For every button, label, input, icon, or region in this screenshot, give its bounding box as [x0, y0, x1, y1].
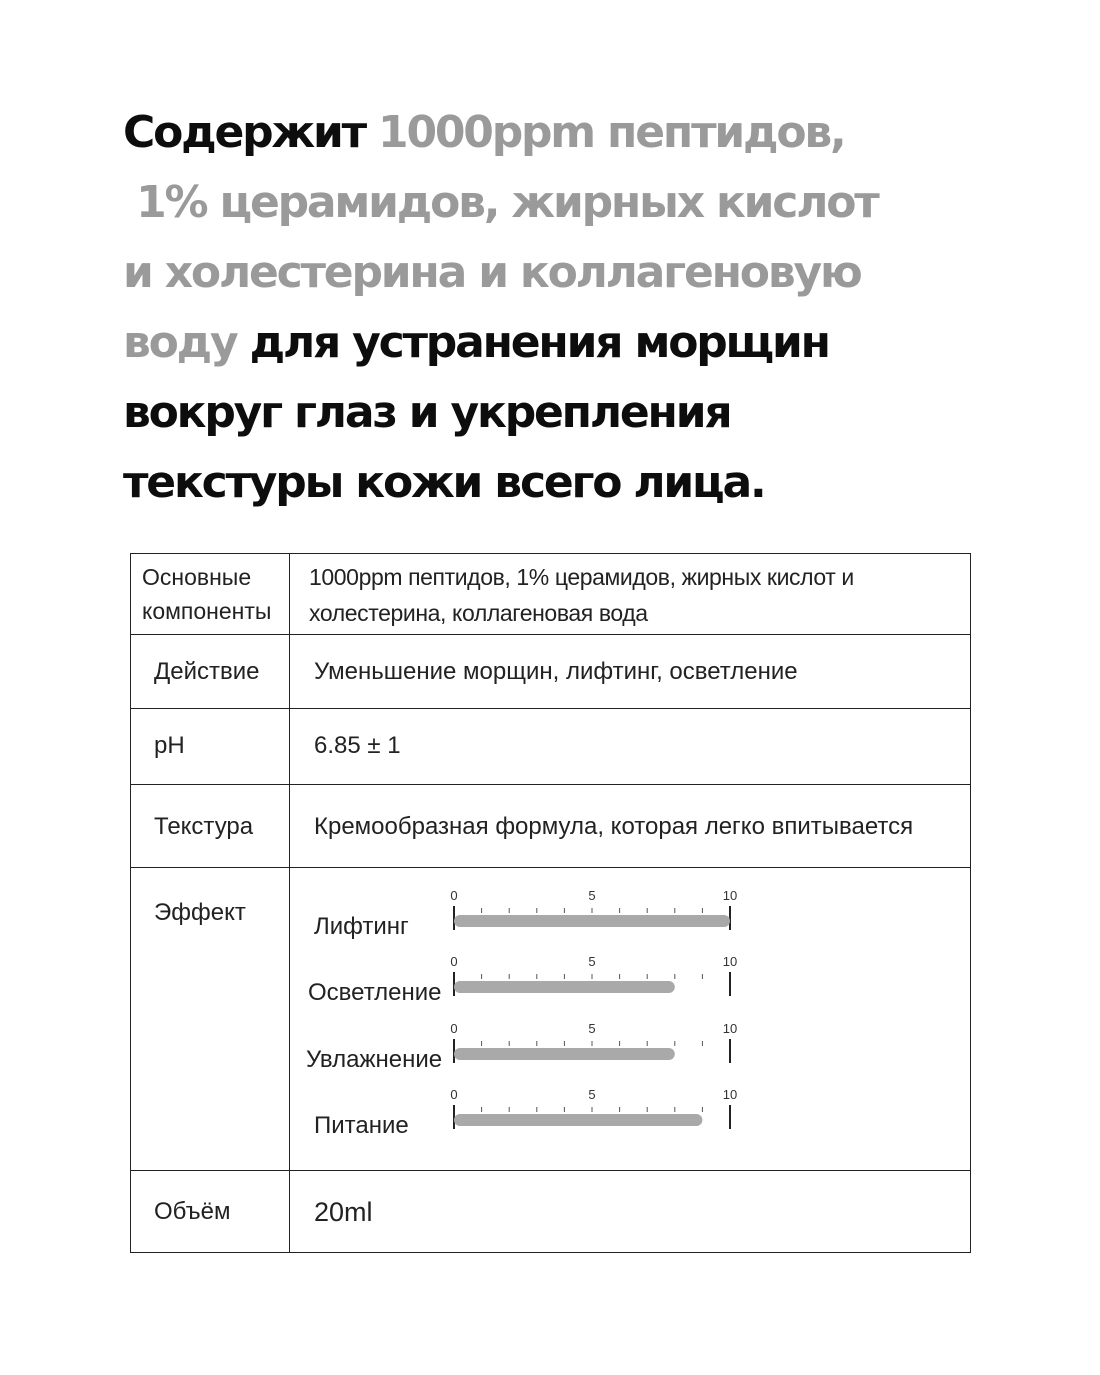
effect-level-bar	[454, 1114, 702, 1126]
effect-scale	[440, 948, 740, 1018]
headline	[123, 98, 1023, 518]
table-row-texture	[131, 785, 971, 868]
effect-scale-row	[290, 1081, 970, 1141]
headline-line	[123, 168, 1023, 238]
effect-scale	[440, 1081, 740, 1151]
effect-name: Увлажнение	[306, 1046, 443, 1073]
scale-tick-label: 10	[722, 1087, 738, 1102]
table-row-effect	[131, 868, 971, 1171]
texture-label: Текстура	[154, 813, 254, 840]
table-row-components	[131, 554, 971, 635]
table-row-ph	[131, 709, 971, 785]
components-label-line-2: компоненты	[142, 598, 272, 624]
headline-segment: Содержит	[123, 107, 379, 158]
components-value	[290, 554, 970, 634]
components-label-cell	[131, 554, 290, 635]
texture-value: Кремообразная формула, которая легко впитывается	[314, 813, 914, 840]
scale-tick-label: 10	[722, 1021, 738, 1036]
effect-label: Эффект	[154, 899, 246, 926]
headline-line	[123, 448, 1023, 518]
scale-tick-label: 0	[450, 1021, 458, 1036]
headline-segment: воду	[123, 317, 250, 368]
scale-tick-label: 5	[588, 888, 596, 903]
ph-label: pH	[154, 732, 185, 759]
scale-tick-label: 0	[450, 1087, 458, 1102]
effect-scales	[290, 868, 970, 1170]
volume-value: 20ml	[314, 1197, 373, 1227]
effect-level-bar	[454, 915, 730, 927]
headline-segment: 1% церамидов, жирных кислот	[123, 177, 878, 228]
volume-label: Объём	[154, 1198, 231, 1225]
spec-table	[130, 553, 971, 1253]
headline-line	[123, 308, 1023, 378]
components-value-cell	[290, 554, 971, 635]
components-value-line-2: холестерина, коллагеновая вода	[309, 600, 648, 626]
headline-line	[123, 378, 1023, 448]
scale-tick-label: 5	[588, 954, 596, 969]
headline-segment: для устранения морщин	[249, 317, 829, 368]
scale-tick-label: 10	[722, 954, 738, 969]
scale-tick-label: 5	[588, 1087, 596, 1102]
table-row-volume	[131, 1171, 971, 1253]
effect-scale-row	[290, 1015, 970, 1075]
effect-scale-row	[290, 882, 970, 942]
components-label	[131, 554, 289, 634]
scale-tick-label: 5	[588, 1021, 596, 1036]
headline-line	[123, 238, 1023, 308]
effect-name: Лифтинг	[314, 913, 409, 940]
action-label: Действие	[154, 658, 260, 685]
headline-segment: 1000ppm пептидов,	[378, 107, 845, 158]
headline-segment: вокруг глаз и укрепления	[123, 387, 731, 438]
components-label-line-1: Основные	[142, 564, 252, 590]
table-row-action	[131, 635, 971, 709]
scale-tick-label: 10	[722, 888, 738, 903]
scale-tick-label: 0	[450, 888, 458, 903]
effect-name: Осветление	[308, 979, 442, 1006]
effect-name: Питание	[314, 1112, 409, 1139]
scale-tick-label: 0	[450, 954, 458, 969]
effect-level-bar	[454, 981, 675, 993]
headline-line	[123, 98, 1023, 168]
effect-level-bar	[454, 1048, 675, 1060]
headline-segment: и холестерина и коллагеновую	[123, 247, 861, 298]
headline-segment: текстуры кожи всего лица.	[123, 457, 765, 508]
ph-value: 6.85 ± 1	[314, 732, 401, 759]
effect-scale	[440, 882, 740, 952]
effect-scale	[440, 1015, 740, 1085]
action-value: Уменьшение морщин, лифтинг, осветление	[314, 658, 798, 685]
components-value-line-1: 1000ppm пептидов, 1% церамидов, жирных кислот и	[309, 564, 854, 590]
effect-scale-row	[290, 948, 970, 1008]
